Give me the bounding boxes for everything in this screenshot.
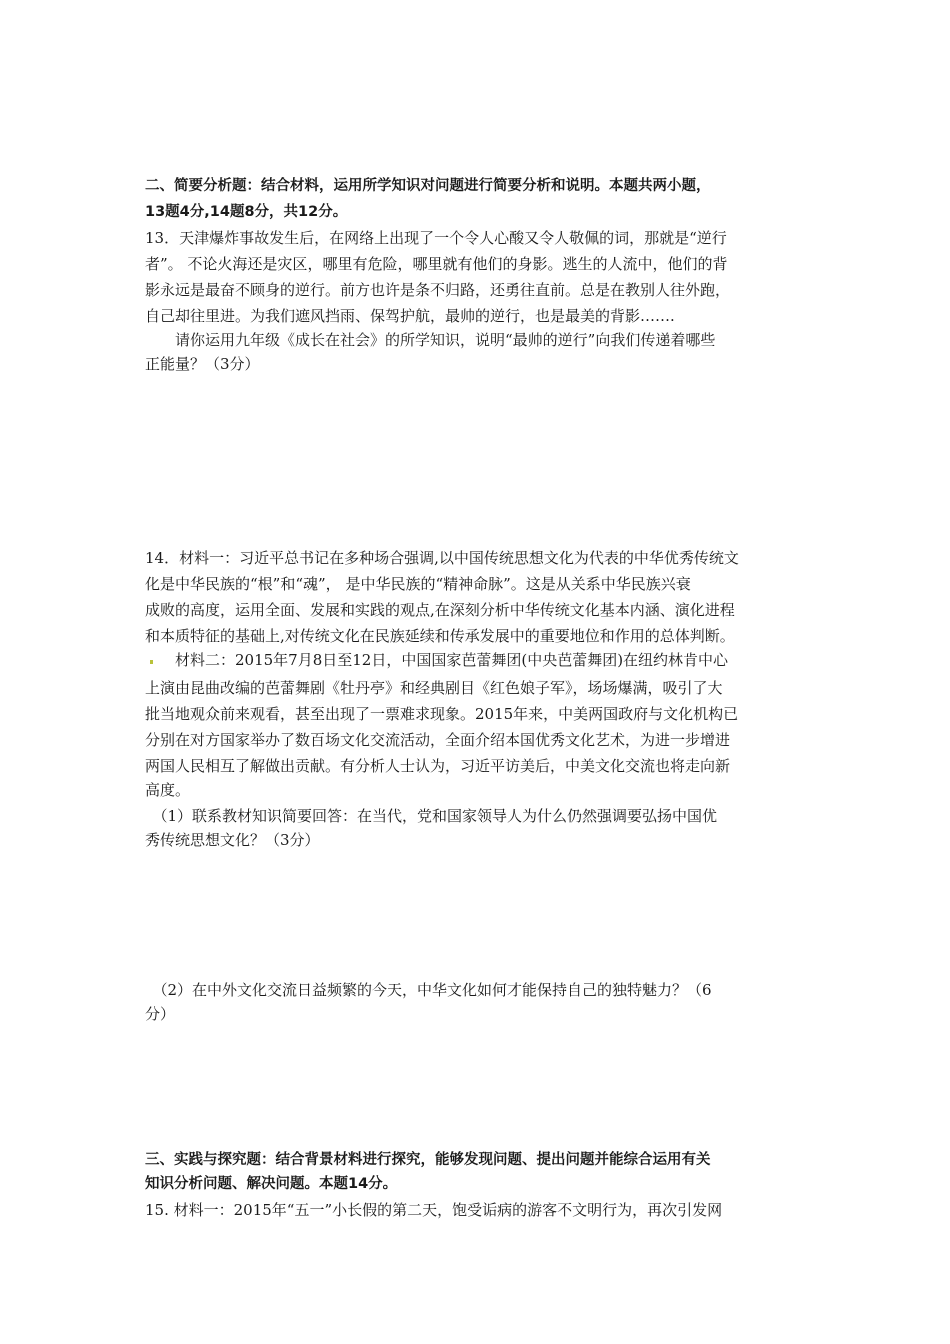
- text-line: 分别在对方国家举办了数百场文化交流活动，全面介绍本国优秀文化艺术，为进一步增进: [145, 731, 731, 749]
- heading-line: 知识分析问题、解决问题。本题14分。: [145, 1176, 398, 1192]
- text-line: 请你运用九年级《成长在社会》的所学知识，说明“最帅的逆行”向我们传递着哪些: [145, 331, 716, 349]
- text-line: 材料二：2015年7月8日至12日，中国国家芭蕾舞团(中央芭蕾舞团)在纽约林肯中心: [145, 651, 729, 669]
- heading-line: 二、简要分析题：结合材料，运用所学知识对问题进行简要分析和说明。本题共两小题，: [145, 178, 711, 194]
- sub-question-1: （1）联系教材知识简要回答：在当代，党和国家领导人为什么仍然强调要弘扬中国优: [145, 807, 718, 825]
- text-line: 15. 材料一：2015年“五一”小长假的第二天，饱受诟病的游客不文明行为，再次引发网: [145, 1201, 723, 1219]
- heading-line: 三、实践与探究题：结合背景材料进行探究，能够发现问题、提出问题并能综合运用有关: [145, 1152, 711, 1168]
- text-line: 14．材料一：习近平总书记在多种场合强调,以中国传统思想文化为代表的中华优秀传统文: [145, 549, 739, 567]
- sub-question-2: （2）在中外文化交流日益频繁的今天，中华文化如何才能保持自己的独特魅力？（6: [145, 981, 712, 999]
- text-line: 正能量？（3分）: [145, 355, 260, 373]
- text-line: 13．天津爆炸事故发生后，在网络上出现了一个令人心酸又令人敬佩的词，那就是“逆行: [145, 229, 727, 247]
- sub-question-2: 分）: [145, 1005, 176, 1023]
- text-line: 成败的高度，运用全面、发展和实践的观点,在深刻分析中华传统文化基本内涵、演化进程: [145, 601, 735, 619]
- text-line: 两国人民相互了解做出贡献。有分析人士认为，习近平访美后，中美文化交流也将走向新: [145, 757, 731, 775]
- sub-question-1: 秀传统思想文化？（3分）: [145, 831, 320, 849]
- text-line: 和本质特征的基础上,对传统文化在民族延续和传承发展中的重要地位和作用的总体判断。: [145, 627, 735, 645]
- text-line: 者”。 不论火海还是灾区，哪里有危险，哪里就有他们的身影。逃生的人流中，他们的背: [145, 255, 728, 273]
- text-line: 自己却往里进。为我们遮风挡雨、保驾护航，最帅的逆行，也是最美的背影…….: [145, 307, 675, 325]
- text-line: 批当地观众前来观看，甚至出现了一票难求现象。2015年来，中美两国政府与文化机构已: [145, 705, 739, 723]
- text-line: 影永远是最奋不顾身的逆行。前方也许是条不归路，还勇往直前。总是在教别人往外跑，: [145, 281, 731, 299]
- text-line: 化是中华民族的“根”和“魂”， 是中华民族的“精神命脉”。这是从关系中华民族兴衰: [145, 575, 691, 593]
- text-line: 高度。: [145, 781, 191, 799]
- heading-line: 13题4分,14题8分，共12分。: [145, 204, 348, 220]
- text-line: 上演由昆曲改编的芭蕾舞剧《牡丹亭》和经典剧目《红色娘子军》，场场爆满，吸引了大: [145, 679, 723, 697]
